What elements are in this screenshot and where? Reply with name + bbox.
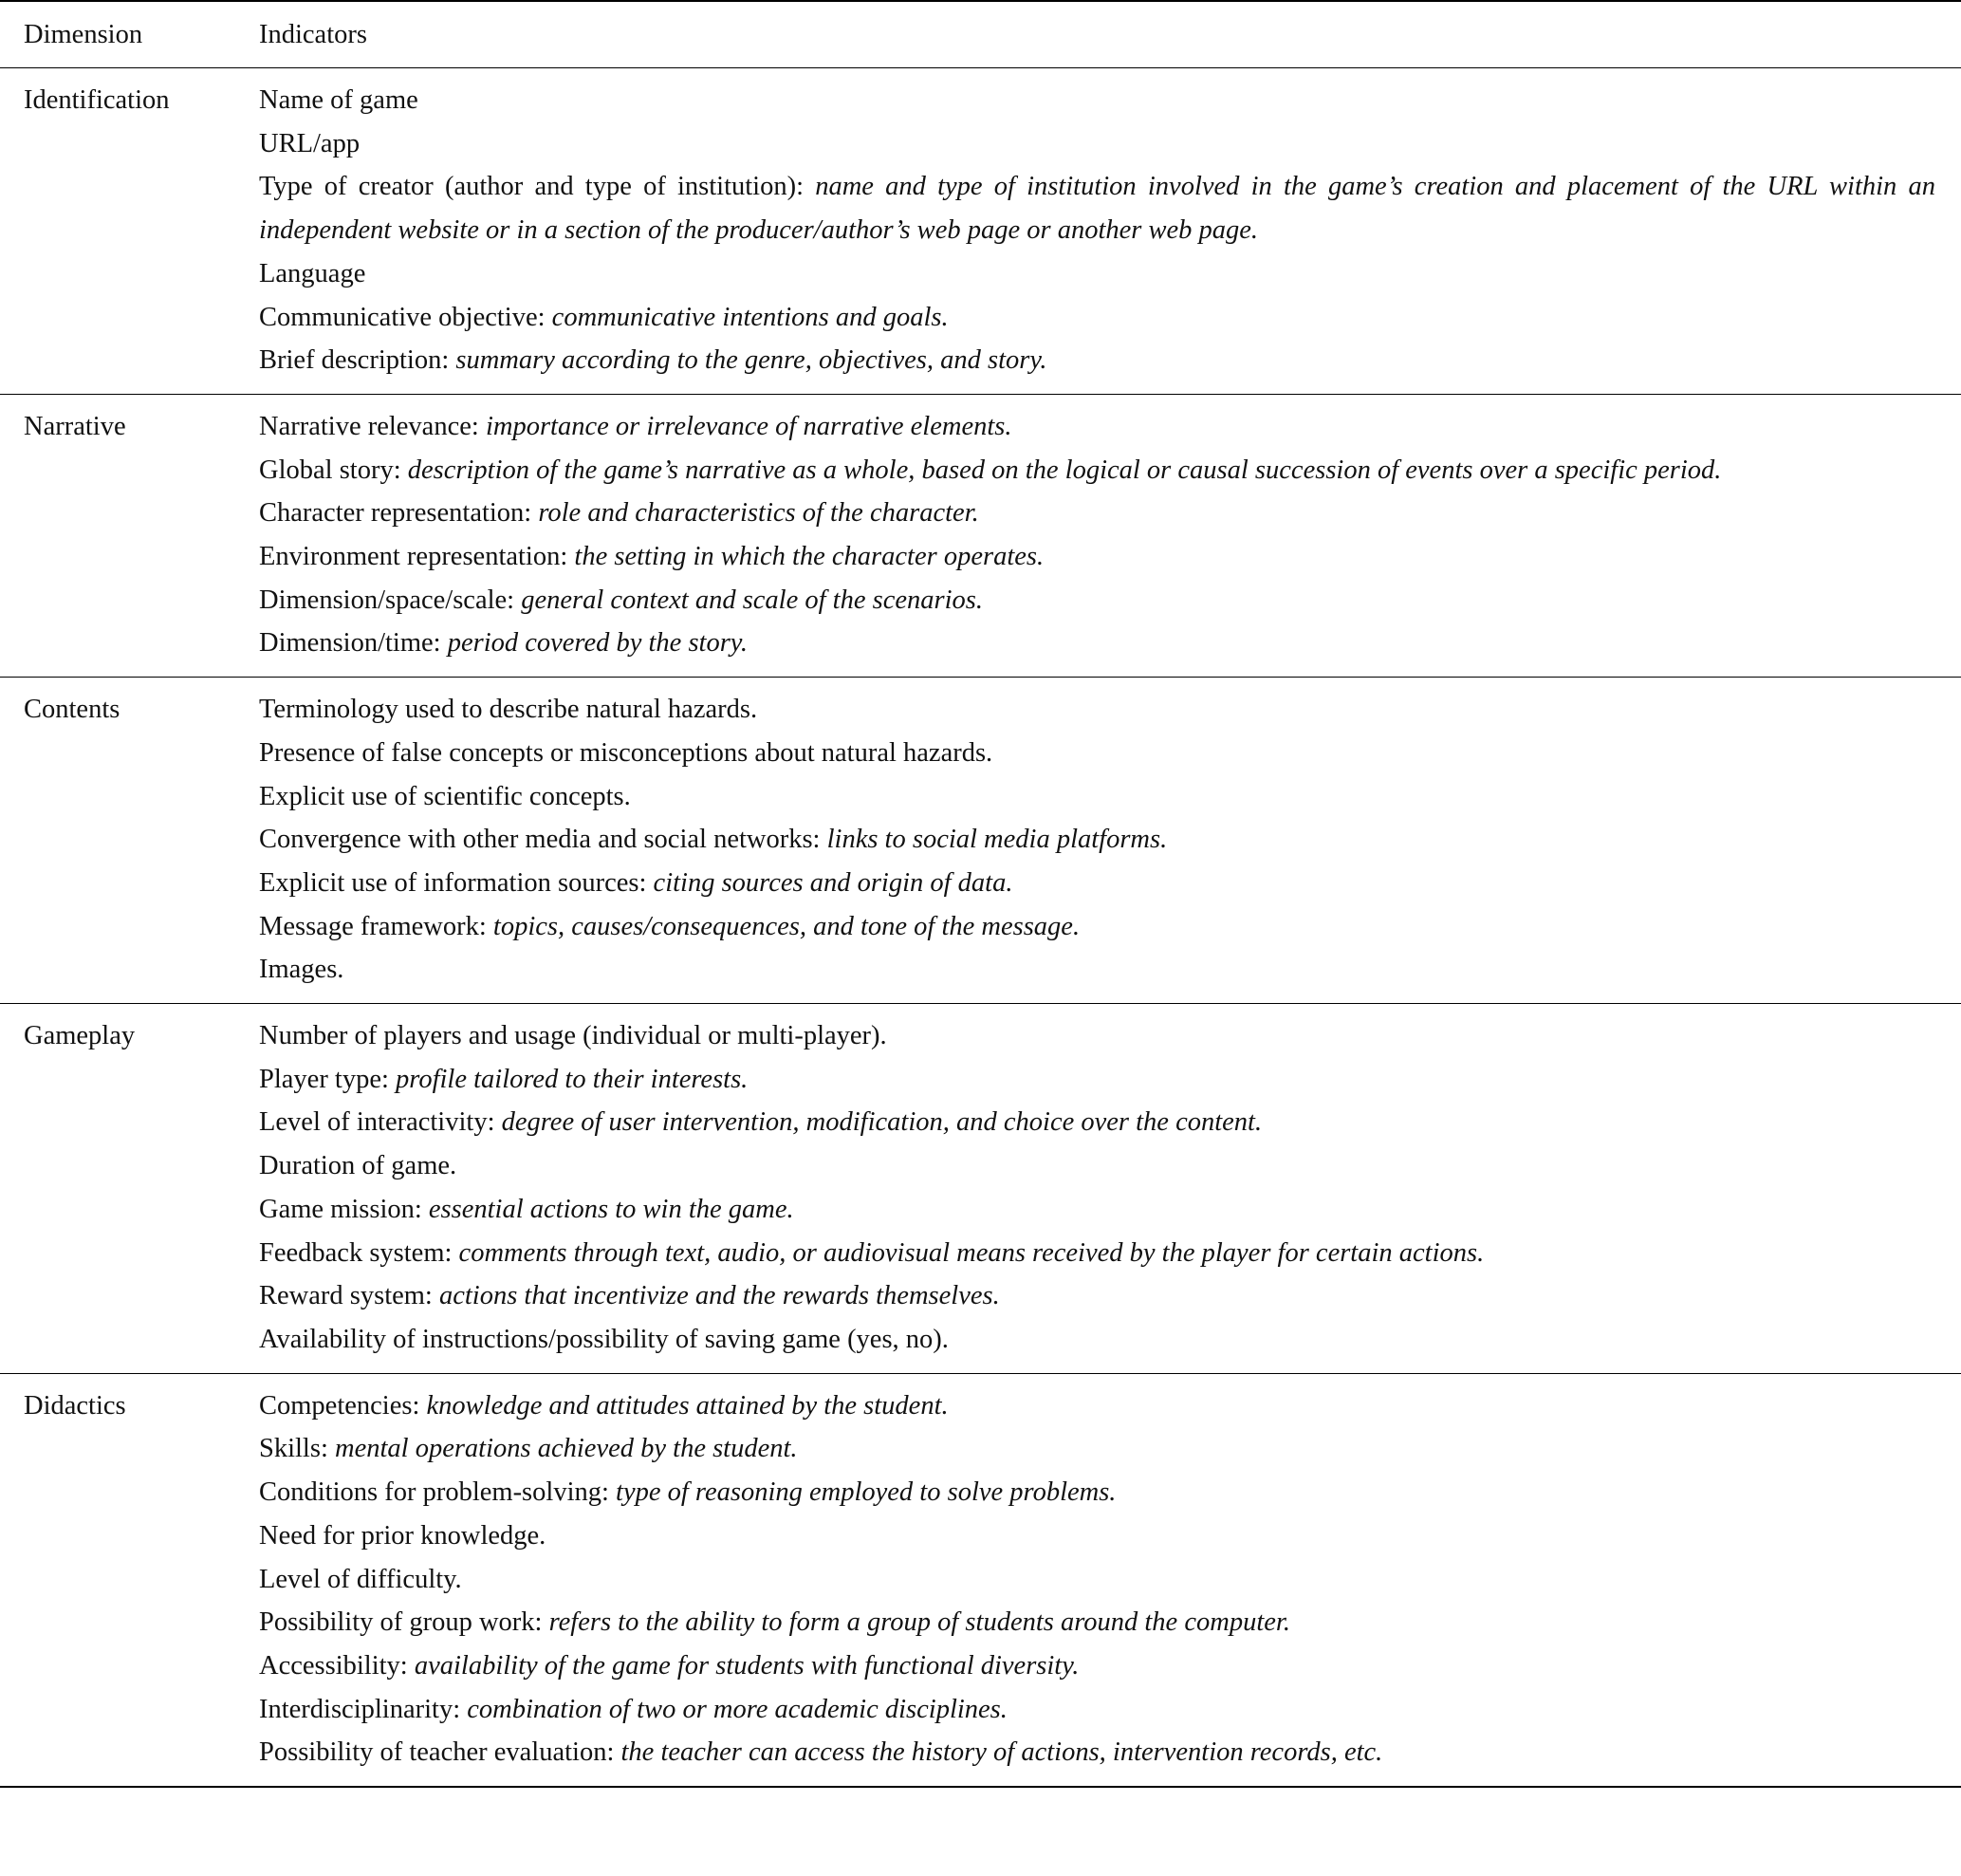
indicator-description: mental operations achieved by the student.: [335, 1434, 798, 1464]
indicator-label: Global story:: [259, 455, 408, 485]
dimension-cell: Gameplay: [24, 1021, 136, 1051]
indicator-item: [259, 1318, 1935, 1362]
indicator-item: [259, 1384, 1935, 1428]
indicator-description: summary according to the genre, objectives, and story.: [455, 345, 1047, 376]
dimension-cell: Narrative: [24, 411, 126, 441]
indicator-item: [259, 905, 1935, 949]
indicator-label: Number of players and usage (individual or multi-player).: [259, 1021, 887, 1051]
indicator-item: [259, 1644, 1935, 1688]
indicator-label: Narrative relevance:: [259, 411, 486, 441]
indicator-label: Player type:: [259, 1064, 397, 1094]
indicator-description: profile tailored to their interests.: [396, 1064, 749, 1094]
indicators-cell: [259, 1373, 1961, 1787]
indicator-item: [259, 535, 1935, 579]
indicator-description: essential actions to win the game.: [428, 1194, 794, 1224]
column-header-dimension: Dimension: [24, 19, 143, 49]
indicator-label: Explicit use of information sources:: [259, 867, 654, 898]
indicator-item: [259, 818, 1935, 862]
table-header-row: [0, 1, 1961, 68]
indicator-item: [259, 1232, 1935, 1275]
indicator-item: [259, 1688, 1935, 1732]
indicator-label: Language: [259, 258, 366, 288]
indicator-label: Conditions for problem-solving:: [259, 1477, 617, 1508]
indicator-description: role and characteristics of the character.: [538, 498, 979, 529]
indicator-item: [259, 122, 1935, 166]
indicator-item: [259, 775, 1935, 819]
indicator-item: [259, 1601, 1935, 1644]
indicator-label: Accessibility:: [259, 1650, 415, 1681]
indicator-item: [259, 1058, 1935, 1102]
indicator-label: Communicative objective:: [259, 302, 552, 332]
indicator-label: Environment representation:: [259, 542, 575, 572]
indicator-label: Level of difficulty.: [259, 1564, 462, 1594]
indicator-description: name and type of institution involved in the game’s creation and placement of the URL within an independent website or in a section of the producer/author’s web page or another web page.: [259, 172, 1935, 246]
indicator-label: Skills:: [259, 1434, 335, 1464]
indicator-label: Feedback system:: [259, 1237, 459, 1268]
indicators-cell: [259, 1004, 1961, 1374]
indicator-description: communicative intentions and goals.: [551, 302, 949, 332]
indicator-description: availability of the game for students with functional diversity.: [414, 1650, 1080, 1681]
indicator-label: Images.: [259, 955, 344, 985]
indicator-label: Game mission:: [259, 1194, 429, 1224]
indicator-item: [259, 948, 1935, 992]
indicator-item: [259, 1731, 1935, 1774]
indicator-label: Explicit use of scientific concepts.: [259, 781, 631, 811]
indicator-description: type of reasoning employed to solve problems.: [616, 1477, 1117, 1508]
indicator-item: [259, 1144, 1935, 1188]
indicator-item: [259, 1014, 1935, 1058]
indicator-description: links to social media platforms.: [826, 825, 1168, 855]
indicator-description: actions that incentivize and the rewards themselves.: [438, 1281, 1000, 1311]
column-header-indicators: Indicators: [259, 19, 367, 49]
indicator-label: Level of interactivity:: [259, 1107, 502, 1138]
indicator-label: Possibility of teacher evaluation:: [259, 1737, 621, 1768]
indicator-description: comments through text, audio, or audiovisual means received by the player for certain actions.: [458, 1237, 1485, 1268]
indicator-item: [259, 296, 1935, 340]
indicator-label: URL/app: [259, 128, 361, 158]
indicator-item: [259, 492, 1935, 535]
indicator-description: knowledge and attitudes attained by the student.: [426, 1390, 949, 1421]
indicator-item: [259, 339, 1935, 382]
table-row: [0, 1004, 1961, 1374]
indicator-label: Competencies:: [259, 1390, 427, 1421]
indicator-label: Possibility of group work:: [259, 1607, 549, 1638]
indicator-description: general context and scale of the scenarios.: [521, 585, 983, 615]
table-row: [0, 68, 1961, 395]
indicator-item: [259, 165, 1935, 251]
indicator-item: [259, 1427, 1935, 1471]
indicator-label: Brief description:: [259, 345, 456, 376]
indicator-label: Availability of instructions/possibility of saving game (yes, no).: [259, 1324, 949, 1354]
indicator-label: Type of creator (author and type of institution):: [259, 172, 816, 202]
table-row: [0, 1373, 1961, 1787]
indicator-description: the setting in which the character operates.: [574, 542, 1045, 572]
indicator-label: Reward system:: [259, 1281, 439, 1311]
indicators-cell: [259, 678, 1961, 1004]
indicator-item: [259, 579, 1935, 622]
indicator-description: degree of user intervention, modification, and choice over the content.: [501, 1107, 1263, 1138]
indicator-description: refers to the ability to form a group of students around the computer.: [548, 1607, 1290, 1638]
indicator-description: description of the game’s narrative as a whole, based on the logical or causal succession of events over a specific period.: [407, 455, 1722, 485]
indicator-item: [259, 862, 1935, 905]
indicator-item: [259, 252, 1935, 296]
table-body: [0, 68, 1961, 1788]
dimension-cell: Contents: [24, 695, 120, 725]
indicator-item: [259, 449, 1935, 492]
indicator-item: [259, 1514, 1935, 1558]
indicator-label: Dimension/time:: [259, 628, 448, 659]
indicator-item: [259, 1471, 1935, 1514]
indicator-label: Name of game: [259, 85, 418, 115]
indicator-label: Interdisciplinarity:: [259, 1694, 468, 1724]
table-row: [0, 678, 1961, 1004]
indicator-description: importance or irrelevance of narrative elements.: [485, 411, 1012, 441]
indicator-item: [259, 622, 1935, 665]
indicator-label: Message framework:: [259, 911, 493, 941]
indicator-description: topics, causes/consequences, and tone of the message.: [492, 911, 1081, 941]
indicator-label: Presence of false concepts or misconceptions about natural hazards.: [259, 737, 993, 768]
dimension-cell: Identification: [24, 85, 170, 115]
indicator-label: Character representation:: [259, 498, 539, 529]
indicator-label: Duration of game.: [259, 1151, 457, 1181]
dimension-cell: Didactics: [24, 1390, 126, 1421]
indicator-label: Convergence with other media and social networks:: [259, 825, 827, 855]
table-row: [0, 394, 1961, 677]
indicator-item: [259, 79, 1935, 122]
indicator-label: Terminology used to describe natural hazards.: [259, 695, 758, 725]
indicator-item: [259, 1274, 1935, 1318]
indicator-item: [259, 405, 1935, 449]
indicator-label: Dimension/space/scale:: [259, 585, 522, 615]
indicator-description: period covered by the story.: [447, 628, 749, 659]
indicators-cell: [259, 394, 1961, 677]
indicator-item: [259, 732, 1935, 775]
indicator-item: [259, 1558, 1935, 1602]
indicator-item: [259, 1101, 1935, 1144]
indicator-description: citing sources and origin of data.: [653, 867, 1013, 898]
indicator-item: [259, 1188, 1935, 1232]
indicators-cell: [259, 68, 1961, 395]
indicator-label: Need for prior knowledge.: [259, 1520, 546, 1551]
indicator-description: combination of two or more academic disciplines.: [467, 1694, 1008, 1724]
indicator-item: [259, 688, 1935, 732]
indicator-description: the teacher can access the history of actions, intervention records, etc.: [620, 1737, 1383, 1768]
